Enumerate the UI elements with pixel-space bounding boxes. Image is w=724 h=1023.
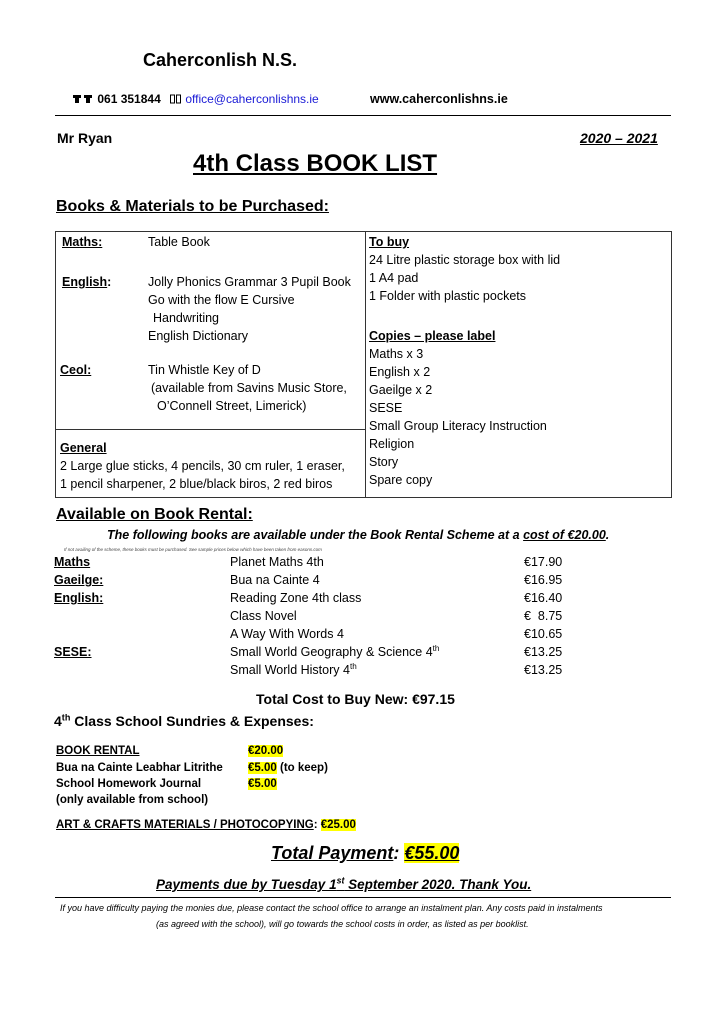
total-payment-amount: €55.00 — [404, 843, 460, 863]
bua-label: Bua na Cainte Leabhar Litrithe — [56, 762, 223, 774]
rental-subject: SESE: — [54, 645, 92, 659]
ceol-item: (available from Savins Music Store, — [151, 381, 347, 395]
copies-item: English x 2 — [369, 365, 431, 379]
english-item: Handwriting — [153, 311, 220, 325]
to-buy-item: 24 Litre plastic storage box with lid — [369, 253, 561, 267]
rental-note-end: . — [605, 528, 610, 542]
copies-item: Spare copy — [369, 473, 433, 487]
copies-item: SESE — [369, 401, 403, 415]
ordinal-suffix: th — [349, 661, 357, 671]
website[interactable]: www.caherconlishns.ie — [370, 92, 508, 106]
school-name: Caherconlish N.S. — [143, 50, 298, 70]
copies-item: Maths x 3 — [369, 347, 424, 361]
to-buy-label: To buy — [369, 235, 410, 249]
footer-divider — [55, 897, 671, 898]
rental-subject: Gaeilge: — [54, 573, 104, 587]
rental-price: €16.40 — [524, 591, 563, 605]
rental-subject: Maths — [54, 555, 91, 569]
rental-title: A Way With Words 4 — [230, 627, 344, 641]
rental-note-text: The following books are available under the Book Rental Scheme at a — [107, 528, 520, 542]
phone-line — [72, 92, 161, 107]
english-item: Jolly Phonics Grammar 3 Pupil Book — [148, 275, 351, 289]
email-line — [170, 92, 319, 107]
page-title: 4th Class BOOK LIST — [193, 150, 438, 177]
general-item: 1 pencil sharpener, 2 blue/black biros, 2 red biros — [60, 477, 333, 491]
email-link[interactable]: office@caherconlishns.ie — [185, 92, 319, 106]
rental-price: €13.25 — [524, 645, 563, 659]
rental-note — [107, 528, 609, 542]
art-label: ART & CRAFTS MATERIALS / PHOTOCOPYING — [56, 819, 314, 831]
copies-item: Small Group Literacy Instruction — [369, 419, 547, 433]
rental-title: Reading Zone 4th class — [230, 591, 362, 605]
bua-note: (to keep) — [279, 762, 328, 774]
header-divider — [55, 115, 671, 116]
english-label-wrap: English: — [62, 275, 112, 289]
copies-label: Copies – please label — [369, 329, 496, 343]
footer-line: If you have difficulty paying the monies due, please contact the school office to arrange an instalment plan. Any costs paid in instalments — [60, 903, 603, 913]
school-year: 2020 – 2021 — [580, 130, 658, 146]
maths-label: Maths: — [62, 235, 103, 249]
rental-price: € 8.75 — [524, 609, 563, 623]
maths-item: Table Book — [148, 235, 210, 249]
rental-price: €16.95 — [524, 573, 563, 587]
english-item: Go with the flow E Cursive — [148, 293, 295, 307]
rental-title-wrap — [230, 663, 357, 677]
rental-title: Bua na Cainte 4 — [230, 573, 320, 587]
rental-title: Planet Maths 4th — [230, 555, 324, 569]
rental-cost: cost of €20.00 — [523, 528, 606, 542]
purchase-heading: Books & Materials to be Purchased: — [56, 198, 329, 215]
rental-price: €10.65 — [524, 627, 563, 641]
rental-title: Class Novel — [230, 609, 297, 623]
phone-icon — [72, 93, 94, 107]
sundries-heading — [54, 713, 314, 729]
copies-item: Religion — [369, 437, 415, 451]
rental-price: €13.25 — [524, 663, 563, 677]
total-payment: Total Payment: €55.00 — [271, 843, 460, 863]
rental-title: Small World Geography & Science 4 — [230, 645, 433, 659]
art-amount: €25.00 — [320, 819, 356, 831]
rental-heading: Available on Book Rental: — [56, 506, 253, 523]
journal-amount: €5.00 — [248, 778, 277, 790]
copies-item: Story — [369, 455, 399, 469]
rental-subject: English: — [54, 591, 104, 605]
ordinal-suffix: th — [61, 712, 71, 723]
rental-title-wrap — [230, 645, 439, 659]
email-icon — [170, 93, 182, 107]
bua-amount-wrap — [248, 762, 328, 774]
english-label: English — [62, 275, 108, 289]
journal-note: (only available from school) — [56, 794, 209, 806]
book-rental-amount: €20.00 — [248, 745, 284, 757]
sundries-heading-num: 4 — [54, 713, 62, 729]
rental-title: Small World History 4 — [230, 663, 350, 677]
english-item: English Dictionary — [148, 329, 249, 343]
ordinal-suffix: th — [432, 643, 440, 653]
sundries-heading-text: Class School Sundries & Expenses: — [70, 713, 314, 729]
ordinal-suffix: st — [336, 875, 345, 886]
footer-line: (as agreed with the school), will go towards the school costs in order, as listed as per booklist. — [156, 919, 529, 929]
due-prefix: Payments due by Tuesday 1 — [156, 877, 337, 892]
total-cost-new: Total Cost to Buy New: €97.15 — [256, 691, 455, 707]
art-line: ART & CRAFTS MATERIALS / PHOTOCOPYING: €25.00 — [56, 819, 356, 831]
rental-price: €17.90 — [524, 555, 563, 569]
total-payment-label: Total Payment — [271, 843, 394, 863]
ceol-item: Tin Whistle Key of D — [148, 363, 261, 377]
general-label: General — [60, 441, 107, 455]
general-item: 2 Large glue sticks, 4 pencils, 30 cm ruler, 1 eraser, — [60, 459, 345, 473]
phone-number: 061 351844 — [97, 92, 161, 106]
payment-due — [156, 877, 531, 892]
teacher-name: Mr Ryan — [57, 130, 113, 146]
ceol-label: Ceol: — [60, 363, 92, 377]
journal-label: School Homework Journal — [56, 778, 202, 790]
fine-print: If not availing of the scheme, these books must be purchased. See sample prices below which have been taken from easons.com — [64, 547, 322, 552]
book-rental-label: BOOK RENTAL — [56, 745, 140, 757]
bua-amount: €5.00 — [248, 762, 277, 774]
copies-item: Gaeilge x 2 — [369, 383, 433, 397]
to-buy-item: 1 A4 pad — [369, 271, 419, 285]
due-suffix: September 2020. Thank You. — [344, 877, 532, 892]
to-buy-item: 1 Folder with plastic pockets — [369, 289, 527, 303]
ceol-item: O’Connell Street, Limerick) — [157, 399, 307, 413]
